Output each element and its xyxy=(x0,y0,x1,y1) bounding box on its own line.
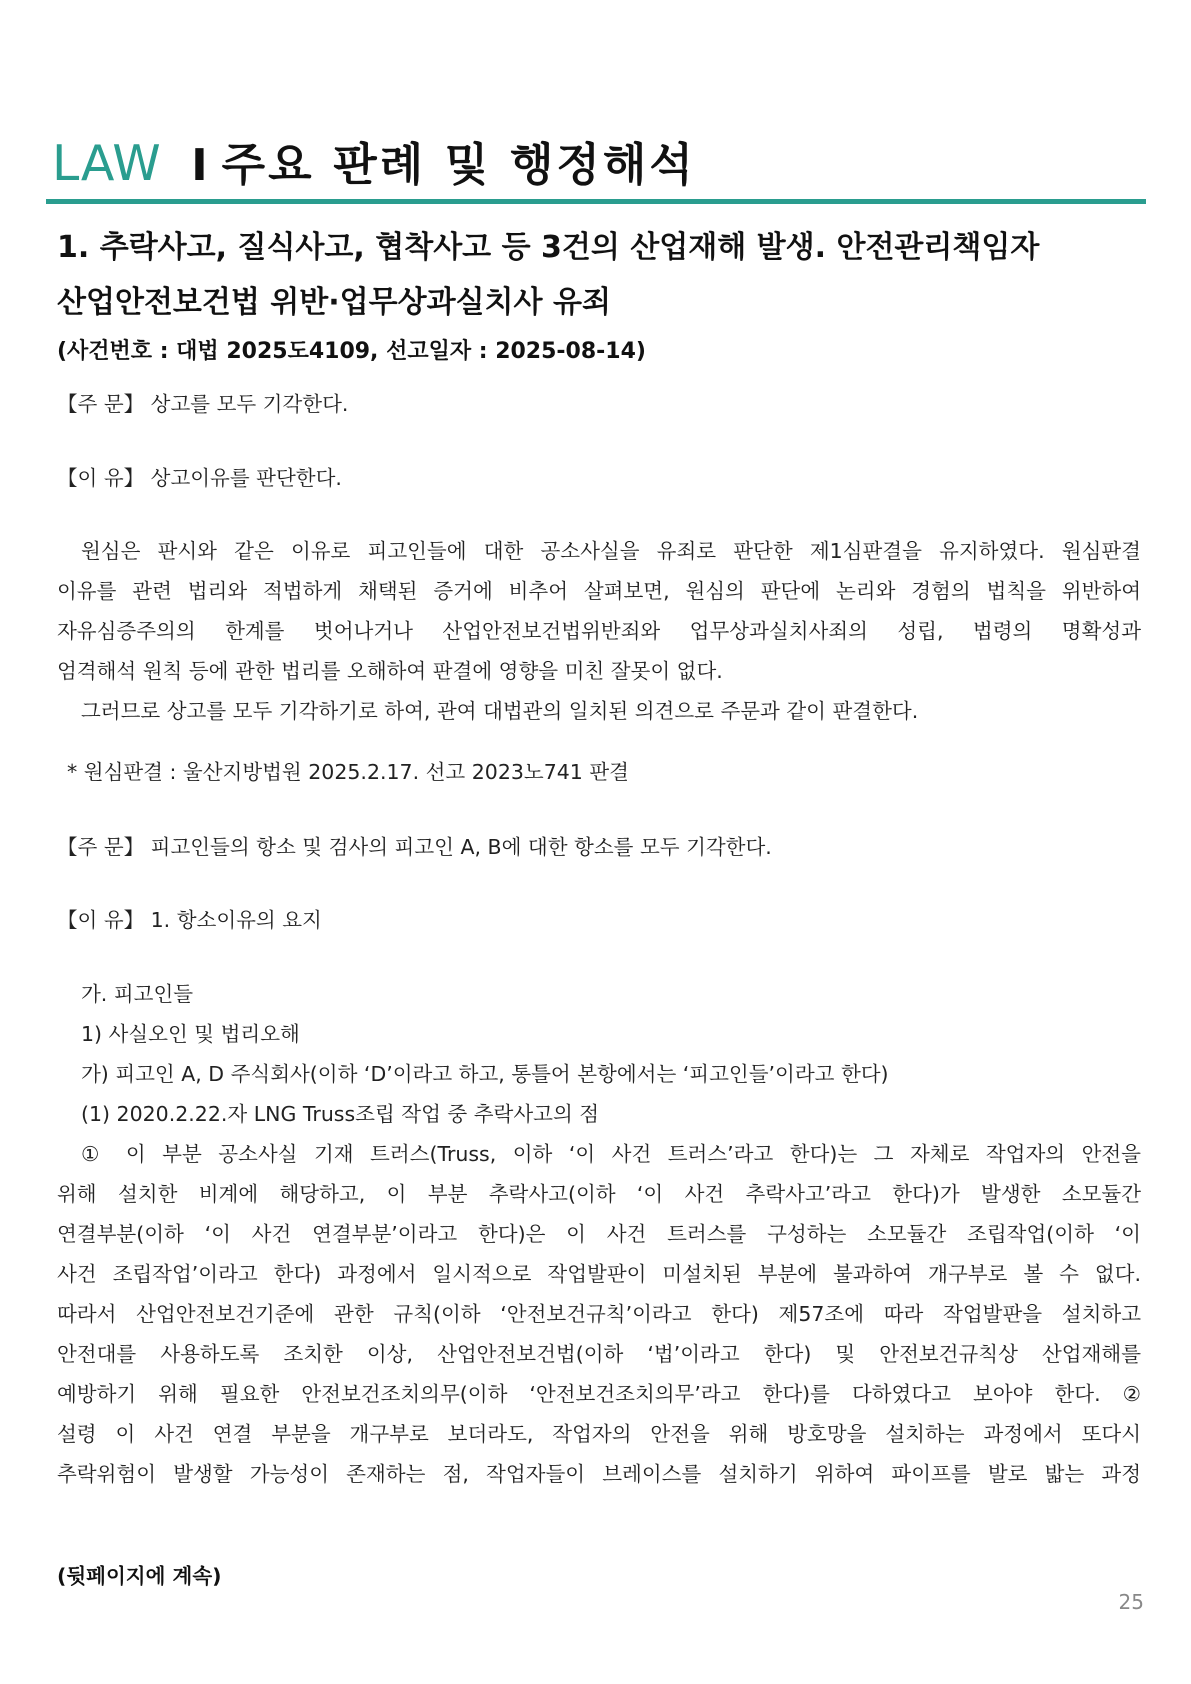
reason-text: 【이 유】 1. 항소이유의 요지 xyxy=(57,908,322,932)
paragraph-line: 추락위험이 발생할 가능성이 존재하는 점, 작업자들이 브레이스를 설치하기 위하여 파이프를 발로 밟는 과정 xyxy=(57,1462,1141,1486)
paragraph-line: 그러므로 상고를 모두 기각하기로 하여, 관여 대법관의 일치된 의견으로 주문과 같이 판결한다. xyxy=(81,699,919,723)
paragraph-line: 엄격해석 원칙 등에 관한 법리를 오해하여 판결에 영향을 미친 잘못이 없다. xyxy=(57,659,723,683)
supreme-reason xyxy=(57,458,1141,498)
paragraph-line: 원심은 판시와 같은 이유로 피고인들에 대한 공소사실을 유죄로 판단한 제1심판결을 유지하였다. 원심판결 xyxy=(81,539,1141,563)
reason-text: 【이 유】 상고이유를 판단한다. xyxy=(57,466,342,490)
paragraph-line: 연결부분(이하 ‘이 사건 연결부분’이라고 한다)은 이 사건 트러스를 구성하는 소모듈간 조립작업(이하 ‘이 xyxy=(57,1222,1141,1246)
subheading: 가) 피고인 A, D 주식회사(이하 ‘D’이라고 하고, 통틀어 본항에서는 ‘피고인들’이라고 한다) xyxy=(81,1062,889,1086)
paragraph-line: 예방하기 위해 필요한 안전보건조치의무(이하 ‘안전보건조치의무’라고 한다)를 다하였다고 보아야 한다. ② xyxy=(57,1382,1141,1406)
section-header xyxy=(52,128,696,198)
case-title-line: 산업안전보건법 위반·업무상과실치사 유죄 xyxy=(57,285,611,320)
continued-note: (뒷페이지에 계속) xyxy=(57,1564,222,1588)
case-title xyxy=(57,220,1147,330)
supreme-order xyxy=(57,384,1141,424)
paragraph-line: 이유를 관련 법리와 적법하게 채택된 증거에 비추어 살펴보면, 원심의 판단에 논리와 경험의 법칙을 위반하여 xyxy=(57,579,1141,603)
lower-court-note xyxy=(57,752,1141,792)
appeal-details xyxy=(57,974,1141,1494)
paragraph-line: ① 이 부분 공소사실 기재 트러스(Truss, 이하 ‘이 사건 트러스’라고 한다)는 그 자체로 작업자의 안전을 xyxy=(81,1142,1141,1166)
paragraph-line: 설령 이 사건 연결 부분을 개구부로 보더라도, 작업자의 안전을 위해 방호망을 설치하는 과정에서 또다시 xyxy=(57,1422,1141,1446)
paragraph-line: 안전대를 사용하도록 조치한 이상, 산업안전보건법(이하 ‘법’이라고 한다) 및 안전보건규칙상 산업재해를 xyxy=(57,1342,1141,1366)
page-number: 25 xyxy=(1118,1590,1144,1614)
paragraph-line: 자유심증주의의 한계를 벗어나거나 산업안전보건법위반죄와 업무상과실치사죄의 성립, 법령의 명확성과 xyxy=(57,619,1141,643)
judgment-paragraph xyxy=(57,531,1141,731)
lower-court-text: * 원심판결 : 울산지방법원 2025.2.17. 선고 2023노741 판결 xyxy=(67,760,629,784)
subheading: 1) 사실오인 및 법리오해 xyxy=(81,1022,300,1046)
subheading: (1) 2020.2.22.자 LNG Truss조립 작업 중 추락사고의 점 xyxy=(81,1102,600,1126)
paragraph-line: 위해 설치한 비계에 해당하고, 이 부분 추락사고(이하 ‘이 사건 추락사고’라고 한다)가 발생한 소모듈간 xyxy=(57,1182,1141,1206)
appeal-order xyxy=(57,827,1141,867)
header-separator: I xyxy=(191,140,208,191)
paragraph-line: 따라서 산업안전보건기준에 관한 규칙(이하 ‘안전보건규칙’이라고 한다) 제57조에 따라 작업발판을 설치하고 xyxy=(57,1302,1141,1326)
appeal-reason xyxy=(57,900,1141,940)
subheading: 가. 피고인들 xyxy=(81,982,194,1006)
header-divider xyxy=(46,199,1146,204)
order-text: 【주 문】 피고인들의 항소 및 검사의 피고인 A, B에 대한 항소를 모두 기각한다. xyxy=(57,835,772,859)
paragraph-line: 사건 조립작업’이라고 한다) 과정에서 일시적으로 작업발판이 미설치된 부분에 불과하여 개구부로 볼 수 없다. xyxy=(57,1262,1141,1286)
case-title-line: 1. 추락사고, 질식사고, 협착사고 등 3건의 산업재해 발생. 안전관리책임자 xyxy=(57,230,1040,265)
order-text: 【주 문】 상고를 모두 기각한다. xyxy=(57,392,349,416)
law-label: LAW xyxy=(52,135,162,192)
section-title: 주요 판례 및 행정해석 xyxy=(221,138,696,191)
case-meta: (사건번호 : 대법 2025도4109, 선고일자 : 2025-08-14) xyxy=(57,339,646,364)
